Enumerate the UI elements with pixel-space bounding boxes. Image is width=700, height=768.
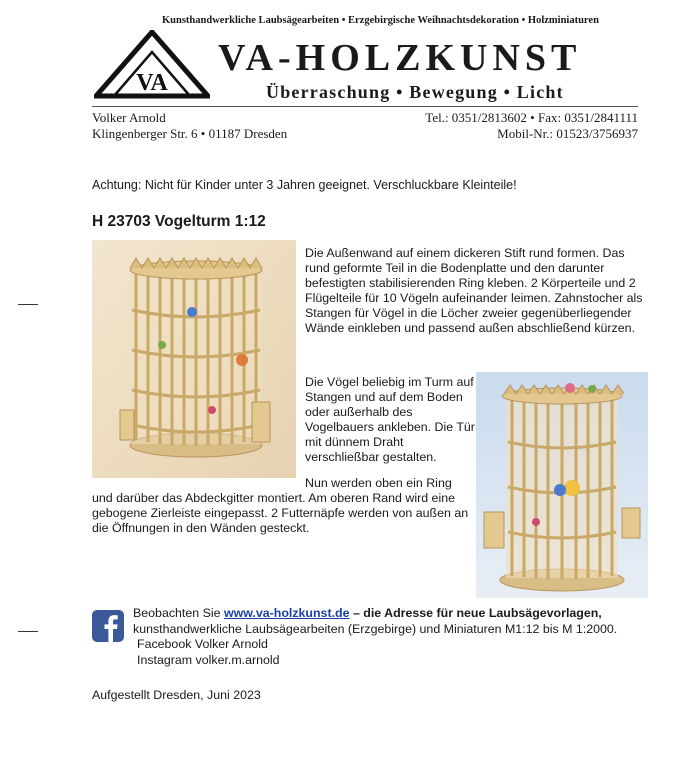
address-left — [92, 110, 287, 142]
instagram-handle: Instagram volker.m.arnold — [137, 652, 280, 667]
safety-warning: Achtung: Nicht für Kinder unter 3 Jahren geeignet. Verschluckbare Kleinteile! — [92, 178, 517, 192]
social-line-1 — [133, 606, 663, 622]
header-divider — [92, 106, 638, 107]
instruction-paragraph-3-start: Nun werden oben ein Ring — [305, 476, 452, 490]
mobile-number: Mobil-Nr.: 01523/3756937 — [497, 126, 638, 141]
instruction-paragraph-3: und darüber das Abdeckgitter montiert. Am oberen Rand wird eine gebogene Zierleiste eingepasst. 2 Futternäpfe werden von außen an die Öffnungen in den Wänden gesteckt. — [92, 491, 469, 535]
facebook-handle: Facebook Volker Arnold — [137, 637, 268, 651]
social-suffix: – die Adresse für neue Laubsägevorlagen, — [352, 606, 602, 620]
margin-mark-top — [18, 304, 38, 305]
product-photo-side — [476, 372, 648, 598]
social-section — [133, 606, 663, 668]
social-line-2: kunsthandwerkliche Laubsägearbeiten (Erzgebirge) und Miniaturen M1:12 bis M 1:2000. — [133, 621, 618, 636]
product-title: H 23703 Vogelturm 1:12 — [92, 213, 266, 230]
footer-note: Aufgestellt Dresden, Juni 2023 — [92, 688, 261, 702]
brand-slogan: Überraschung • Bewegung • Licht — [266, 82, 564, 102]
header-tagline: Kunsthandwerkliche Laubsägearbeiten • Erzgebirgische Weihnachtsdekoration • Holzminiaturen — [162, 15, 599, 26]
website-link[interactable]: www.va-holzkunst.de — [223, 606, 350, 620]
va-logo — [94, 30, 210, 100]
address-right — [425, 110, 638, 142]
social-prefix: Beobachten Sie — [133, 606, 221, 620]
instruction-paragraph-2: Die Vögel beliebig im Turm auf Stangen und auf dem Boden oder außerhalb des Vogelbauers ankleben. Die Tür mit dünnem Draht verschließbar gestalten. — [305, 375, 475, 464]
logo-letters: VA — [136, 70, 168, 96]
margin-mark-bottom — [18, 631, 38, 632]
product-photo-front — [92, 240, 296, 478]
brand-name: VA-HOLZKUNST — [218, 37, 582, 79]
instruction-paragraph-1: Die Außenwand auf einem dickeren Stift rund formen. Das rund geformte Teil in die Bodenplatte und den darunter befestigten stabilisierenden Ring kleben. 2 Körperteile und 2 Flügelteile für 10 Vögeln aufeinander leimen. Zahnstocher als Stangen für Vögel in die Löcher zweier gegenüberliegender Wände einkleben und passend außen abschließend kürzen. — [305, 246, 643, 335]
phone-fax: Tel.: 0351/2813602 • Fax: 0351/2841111 — [425, 110, 638, 125]
owner-name: Volker Arnold — [92, 110, 166, 125]
facebook-icon[interactable] — [92, 610, 124, 642]
street-address: Klingenberger Str. 6 • 01187 Dresden — [92, 126, 288, 141]
